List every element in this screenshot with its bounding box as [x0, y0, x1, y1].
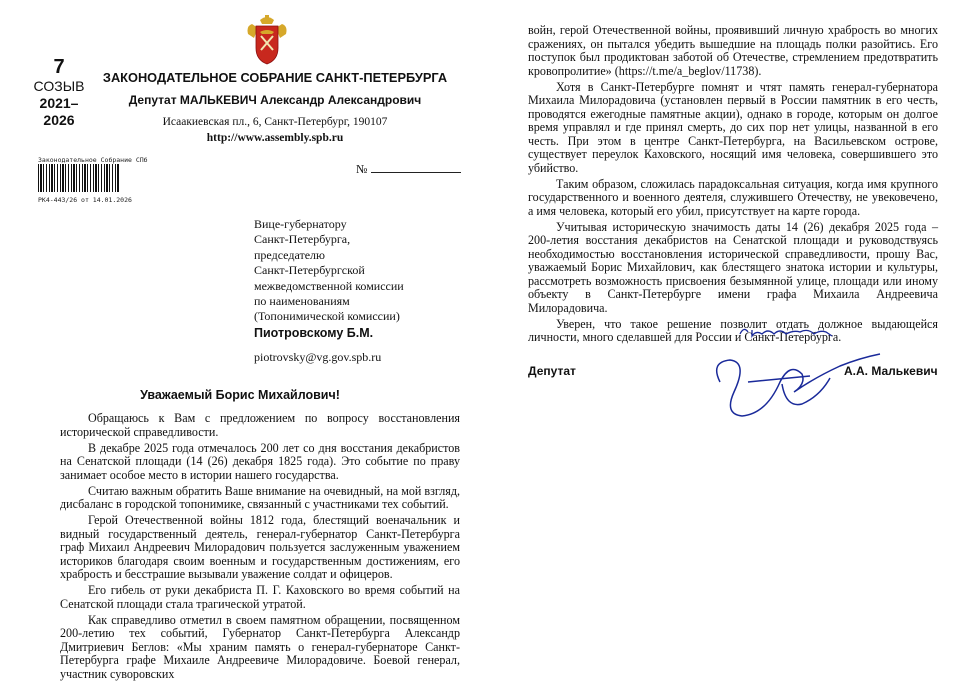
paragraph: Считаю важным обратить Ваше внимание на очевидный, на мой взгляд, дисбаланс в городской топонимике, связанный с участниками тех событий. — [60, 483, 460, 512]
paragraph: Уверен, что такое решение позволит отдать должное выдающейся личности, много сделавшей для России и Санкт-Петербурга. — [528, 316, 938, 345]
signature-name: А.А. Малькевич — [844, 364, 938, 378]
paragraph: Обращаюсь к Вам с предложением по вопросу восстановления исторической справедливости. — [60, 411, 460, 439]
addressee-line: Вице-губернатору — [254, 217, 347, 231]
paragraph: Его гибель от руки декабриста П. Г. Каховского во время событий на Сенатской площади стала трагической утратой. — [60, 583, 460, 611]
convocation-block — [30, 56, 88, 129]
addressee-line: по наименованиям — [254, 294, 350, 309]
website-link[interactable]: http://www.assembly.spb.ru — [206, 132, 344, 144]
reg-number-field — [356, 162, 461, 177]
recipient-email[interactable]: piotrovsky@vg.gov.spb.ru — [254, 350, 382, 364]
addressee-line: Санкт-Петербурга, — [254, 232, 351, 247]
paragraph: Герой Отечественной войны 1812 года, блестящий военачальник и видный государственный деятель, генерал-губернатор Санкт-Петербурга граф Михаил Андреевич Милорадович пользуется заслуженным уважением историков благодаря своим военным и государственным достижениям, его храбрость и бесстрашие вызывали уважение солдат и офицеров. — [60, 513, 460, 582]
addressee-line: межведомственной комиссии — [254, 278, 404, 293]
addressee-block — [254, 217, 454, 325]
addressee-line: председателю — [254, 247, 325, 262]
addressee-line: Санкт-Петербургской — [254, 263, 365, 278]
paragraph: войн, герой Отечественной войны, проявивший личную храбрость во многих сражениях, он пытался убедить вышедшие на площадь полки разойтись. Его поступок был продиктован заботой об Отечестве, стремлением предотвратить кровопролитие» (https://t.me/a_beglov/11738). — [528, 23, 938, 78]
page-right — [480, 0, 960, 685]
salutation: Уважаемый Борис Михайлович! — [140, 388, 340, 402]
organization-name: ЗАКОНОДАТЕЛЬНОЕ СОБРАНИЕ САНКТ-ПЕТЕРБУРГА — [102, 70, 448, 85]
paragraph: Как справедливо отметил в своем памятном обращении, посвященном 200-летию тех событий, Губернатор Санкт-Петербурга Александр Дмитриевич Беглов: «Мы храним память о генерал-губернаторе Санкт-Петербурга графе Михаиле Андреевиче Милорадовиче. Боевой генерал, участник суворовских — [60, 612, 460, 681]
convocation-years-bottom: 2026 — [43, 112, 75, 128]
reg-number-line — [371, 162, 461, 173]
signature-role: Депутат — [528, 364, 576, 378]
paragraph: Таким образом, сложилась парадоксальная ситуация, когда имя крупного государственного и военного деятеля, служившего Отечеству, не увековечено, а имя человека, который его убил, присутствует на карте города. — [528, 176, 938, 218]
paragraph: Хотя в Санкт-Петербурге помнят и чтят память генерал-губернатора Михаила Милорадовича (установлен первый в России памятник в его честь, проводятся ежегодные памятные акции), однако в городе, которым он долгое время управлял и где принял смерть, до сих пор нет улицы, названной в его честь. При этом в центре Санкт-Петербурга, на Васильевском острове, существует переулок Каховского, носящий имя человека, совершившего это убийство. — [528, 79, 938, 175]
letterhead — [98, 70, 452, 146]
deputy-name: Депутат МАЛЬКЕВИЧ Александр Александрович — [128, 93, 422, 107]
stamp-org: Законодательное Собрание СПб — [38, 156, 148, 164]
reg-number-label: № — [356, 162, 368, 176]
convocation-label: СОЗЫВ — [33, 78, 85, 94]
addressee-line: (Топонимической комиссии) — [254, 309, 400, 324]
recipient-name: Пиотровскому Б.М. — [254, 326, 374, 340]
convocation-number: 7 — [53, 56, 65, 78]
paragraph: Учитывая историческую значимость даты 14 (26) декабря 2025 года – 200-летия восстания декабристов на Сенатской площади и руководствуясь необходимостью восстановления исторической справедливости, прошу Вас, уважаемый Борис Михайлович, как блестящего знатока истории и культуры, рассмотреть возможность присвоения безымянной улице, площади или иному объекту в Санкт-Петербурге имени графа Михаила Андреевича Милорадовича. — [528, 219, 938, 315]
paragraph: В декабре 2025 года отмечалось 200 лет со дня восстания декабристов на Сенатской площади (14 (26) декабря 1825 года). Это событие по праву занимает особое место в истории нашего государства. — [60, 440, 460, 482]
convocation-years-top: 2021– — [39, 95, 79, 111]
address: Исаакиевская пл., 6, Санкт-Петербург, 190107 — [162, 116, 388, 128]
registration-barcode — [38, 164, 120, 192]
coat-of-arms-emblem — [244, 14, 290, 66]
letter-body-right — [528, 24, 938, 347]
stamp-registration: РК4-443/26 от 14.01.2026 — [38, 196, 132, 204]
letter-body-left — [60, 412, 460, 684]
